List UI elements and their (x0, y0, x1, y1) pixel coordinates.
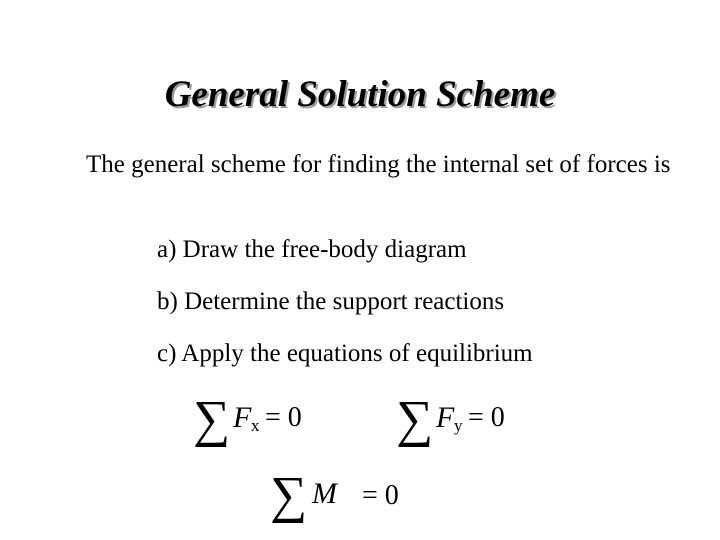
summation-symbol: ∑ (270, 467, 308, 524)
force-variable: F (436, 401, 455, 434)
step-support-reactions: b) Determine the support reactions (157, 288, 505, 315)
subscript-x: x (251, 416, 260, 435)
equals-zero: = 0 (265, 402, 302, 433)
force-variable: F (233, 401, 252, 434)
summation-symbol: ∑ (193, 391, 231, 448)
summation-symbol: ∑ (396, 391, 434, 448)
equals-zero: = 0 (362, 480, 399, 511)
slide-title: General Solution Scheme (164, 74, 556, 115)
intro-paragraph: The general scheme for finding the internal set of forces is (86, 151, 671, 178)
moment-variable: M (312, 477, 337, 510)
equation-sum-m (270, 467, 410, 524)
equation-sum-fx (193, 391, 323, 448)
step-equilibrium-equations: c) Apply the equations of equilibrium (157, 340, 533, 367)
equation-sum-fy (396, 391, 526, 448)
step-draw-fbd: a) Draw the free-body diagram (157, 236, 467, 263)
equals-zero: = 0 (468, 402, 505, 433)
steps-list (157, 233, 677, 389)
subscript-y: y (454, 416, 463, 435)
